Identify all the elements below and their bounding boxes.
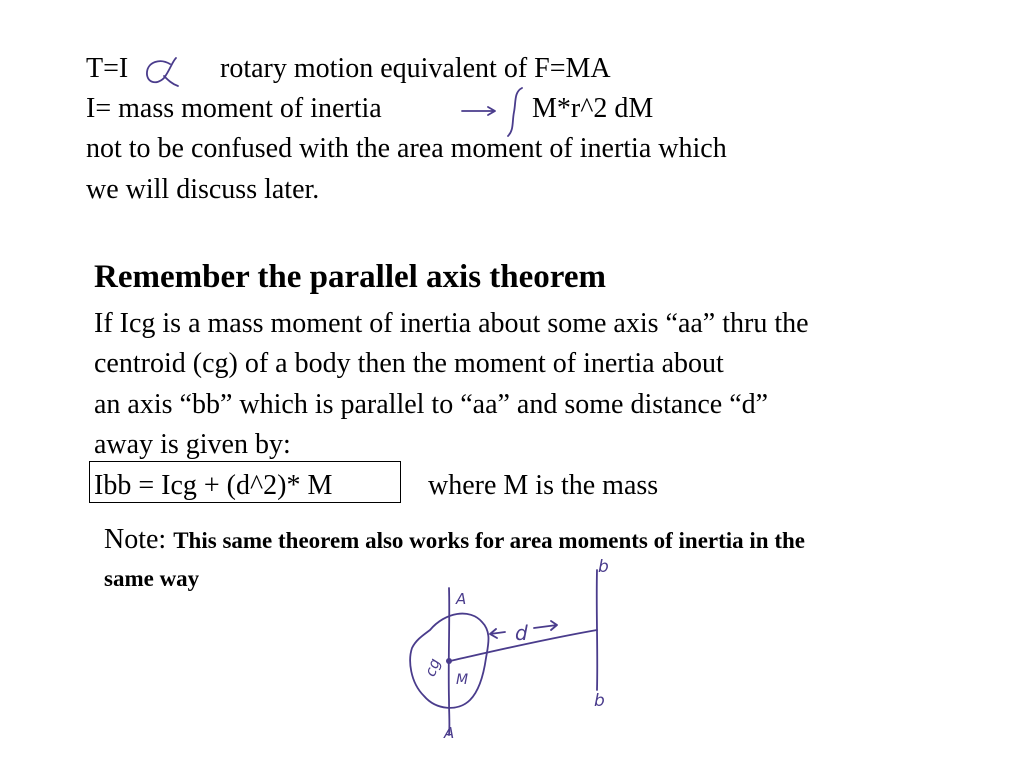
body-line-2: centroid (cg) of a body then the moment of inertia about <box>94 348 724 379</box>
label-d: d <box>515 621 528 645</box>
note-line-1 <box>104 526 805 554</box>
label-b-bottom: b <box>594 691 605 711</box>
axis-b-line <box>597 570 598 690</box>
axis-a-line <box>449 588 450 735</box>
discuss-later-text: we will discuss later. <box>86 174 320 205</box>
label-cg: cg <box>421 655 445 679</box>
parallel-axis-formula: Ibb = Icg + (d^2)* M <box>94 470 333 501</box>
label-a-bottom: A <box>444 724 455 742</box>
torque-label: T=I <box>86 53 129 84</box>
note-line-2: same way <box>104 566 200 591</box>
distance-line <box>450 630 597 661</box>
d-right-arrow <box>534 621 557 630</box>
page-title: Remember the parallel axis theorem <box>94 259 606 295</box>
label-b-top: b <box>598 557 609 577</box>
mass-moment-definition: I= mass moment of inertia <box>86 93 382 124</box>
body-outline <box>410 614 488 708</box>
note-text: This same theorem also works for area moments of inertia in the <box>173 528 806 553</box>
d-left-arrow <box>490 629 505 638</box>
not-confused-text: not to be confused with the area moment of inertia which <box>86 133 727 164</box>
body-line-3: an axis “bb” which is parallel to “aa” and some distance “d” <box>94 389 769 420</box>
cg-dot <box>446 658 452 664</box>
note-label: Note: <box>104 524 167 555</box>
body-line-4: away is given by: <box>94 429 291 460</box>
rotary-motion-text: rotary motion equivalent of F=MA <box>220 53 611 84</box>
torque-equation <box>86 55 128 83</box>
integral-expression: M*r^2 dM <box>532 93 654 124</box>
body-line-1: If Icg is a mass moment of inertia about some axis “aa” thru the <box>94 308 809 339</box>
label-m: M <box>456 672 469 688</box>
formula-note: where M is the mass <box>428 470 659 501</box>
label-a-top: A <box>456 590 467 608</box>
